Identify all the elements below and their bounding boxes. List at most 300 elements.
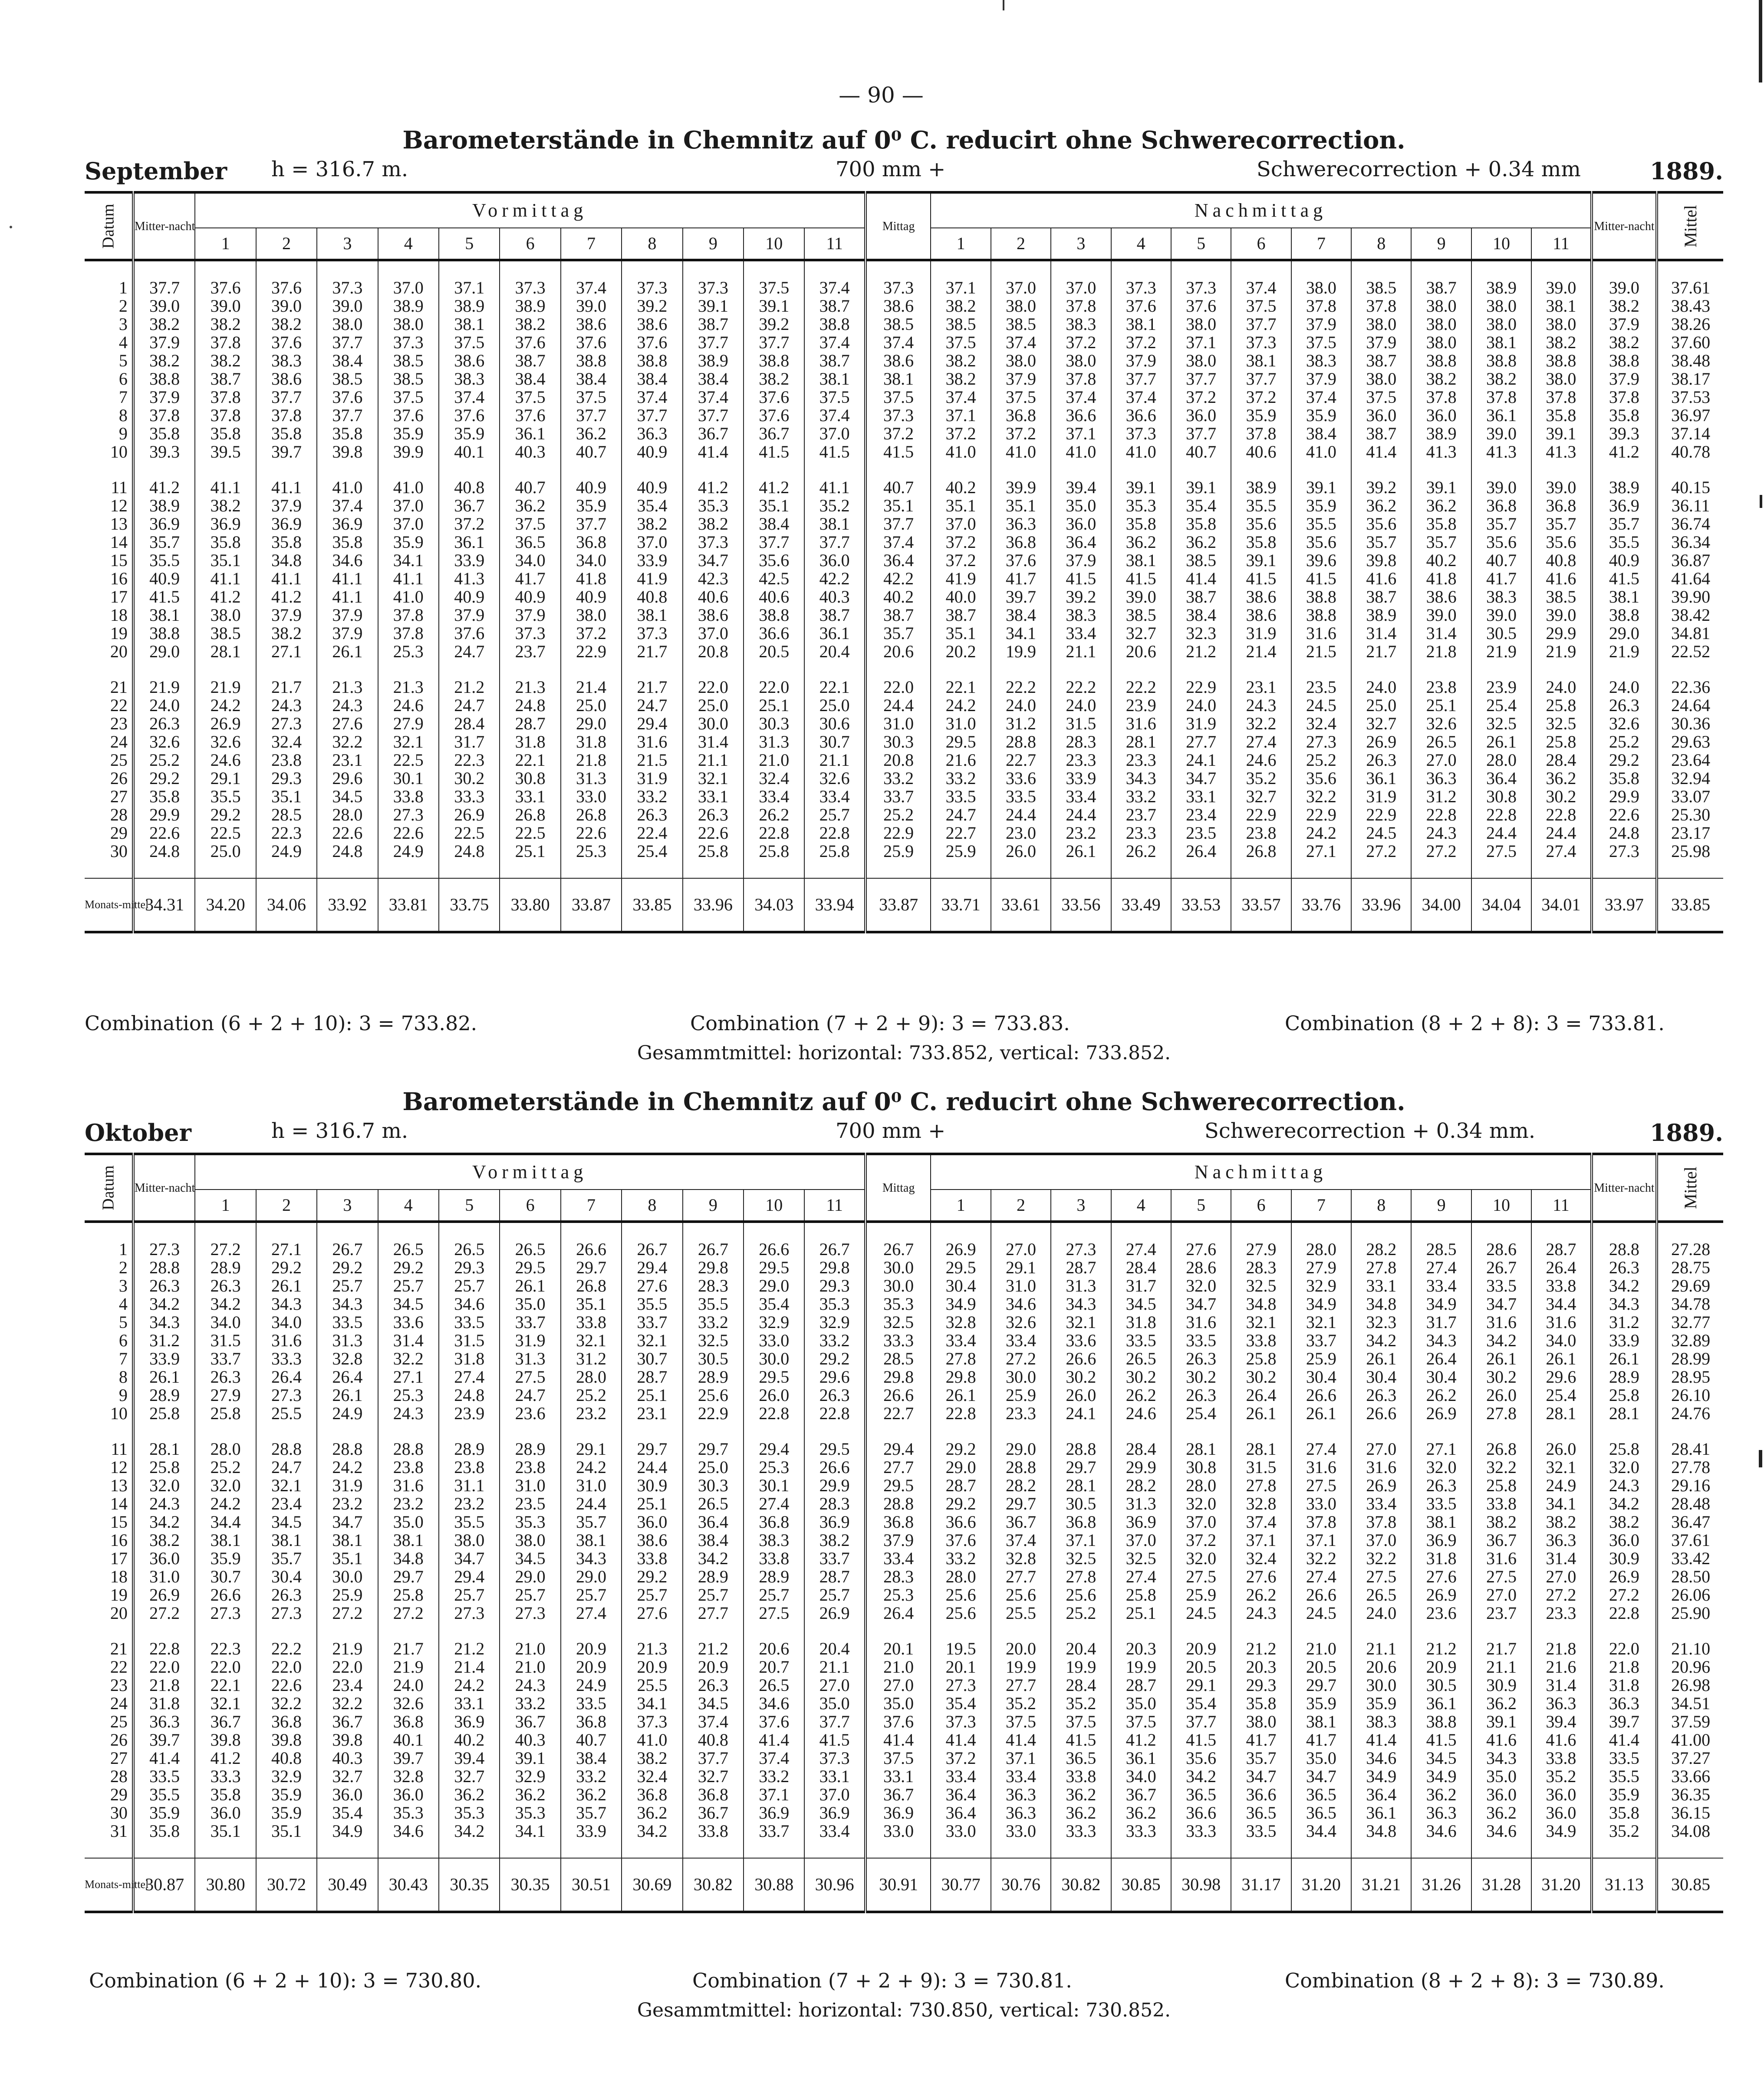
- combination-1: Combination (6 + 2 + 10): 3 = 730.80.: [89, 1969, 482, 1992]
- reading-cell: 33.0: [866, 1822, 931, 1840]
- monthly-mean-cell: 33.49: [1111, 878, 1171, 932]
- reading-cell: 37.7: [683, 333, 744, 352]
- reading-cell: 34.7: [1171, 1295, 1231, 1313]
- hour-header: 1: [195, 1190, 256, 1222]
- spacer-cell: [866, 1840, 931, 1858]
- spacer-cell: [1471, 1840, 1531, 1858]
- reading-cell: 23.3: [991, 1404, 1051, 1423]
- reading-cell: 27.7: [991, 1676, 1051, 1694]
- reading-cell: 27.5: [1351, 1568, 1411, 1586]
- reading-cell: 26.1: [1531, 1350, 1591, 1368]
- reading-cell: 29.5: [866, 1476, 931, 1495]
- reading-cell: 28.8: [133, 1259, 195, 1277]
- reading-cell: 37.5: [931, 333, 991, 352]
- monthly-mean-cell: 30.85: [1657, 1858, 1723, 1912]
- reading-cell: 38.9: [439, 297, 500, 315]
- reading-cell: 27.2: [1531, 1586, 1591, 1604]
- hour-header: 10: [744, 228, 804, 260]
- reading-cell: 22.7: [866, 1404, 931, 1423]
- reading-cell: 38.1: [317, 1531, 378, 1549]
- reading-cell: 39.1: [683, 297, 744, 315]
- reading-cell: 38.8: [622, 352, 682, 370]
- reading-cell: 34.2: [1471, 1331, 1531, 1350]
- reading-cell: 41.4: [931, 1731, 991, 1749]
- reading-cell: 26.8: [1231, 842, 1291, 860]
- reading-cell: 25.7: [561, 1586, 622, 1604]
- daily-mean-cell: 34.81: [1657, 624, 1723, 643]
- spacer-cell: [1592, 1622, 1657, 1640]
- reading-cell: 29.2: [1592, 751, 1657, 769]
- reading-cell: 22.2: [1111, 678, 1171, 696]
- day-number: 12: [110, 496, 128, 515]
- reading-cell: 38.4: [561, 1749, 622, 1767]
- reading-cell: 27.4: [1531, 842, 1591, 860]
- hour-header: 5: [1171, 1190, 1231, 1222]
- reading-cell: 35.0: [378, 1513, 439, 1531]
- reading-cell: 24.9: [378, 842, 439, 860]
- reading-cell: 34.3: [561, 1549, 622, 1568]
- reading-cell: 38.0: [1351, 315, 1411, 333]
- reading-cell: 39.2: [744, 315, 804, 333]
- spacer-cell: [256, 860, 317, 878]
- reading-cell: 37.9: [1592, 370, 1657, 388]
- reading-cell: 36.0: [1531, 1804, 1591, 1822]
- mittag-header: Mittag: [866, 192, 931, 260]
- spacer-cell: [1051, 661, 1111, 678]
- reading-cell: 35.2: [991, 1694, 1051, 1713]
- reading-cell: 29.9: [804, 1476, 865, 1495]
- reading-cell: 29.6: [317, 769, 378, 788]
- reading-cell: 34.3: [256, 1295, 317, 1313]
- reading-cell: 33.0: [931, 1822, 991, 1840]
- reading-cell: 37.7: [1111, 370, 1171, 388]
- spacer-cell: [561, 461, 622, 478]
- reading-cell: 35.1: [991, 497, 1051, 515]
- reading-cell: 23.5: [500, 1495, 560, 1513]
- reading-cell: 37.9: [991, 370, 1051, 388]
- reading-cell: 28.8: [991, 733, 1051, 751]
- reading-cell: 31.9: [1171, 715, 1231, 733]
- reading-cell: 22.9: [683, 1404, 744, 1423]
- reading-cell: 36.3: [991, 515, 1051, 533]
- reading-cell: 35.4: [1171, 497, 1231, 515]
- reading-cell: 22.7: [931, 824, 991, 842]
- reading-cell: 37.9: [133, 388, 195, 406]
- hour-header: 9: [1411, 228, 1471, 260]
- reading-cell: 28.0: [931, 1568, 991, 1586]
- day-number: 24: [110, 732, 128, 751]
- monthly-mean-row: [85, 878, 1723, 932]
- reading-cell: 34.4: [1531, 1295, 1591, 1313]
- reading-cell: 28.9: [195, 1259, 256, 1277]
- reading-cell: 38.2: [256, 315, 317, 333]
- reading-cell: 23.3: [1531, 1604, 1591, 1622]
- reading-cell: 28.4: [1531, 751, 1591, 769]
- reading-cell: 29.1: [1171, 1676, 1231, 1694]
- reading-cell: 37.9: [500, 606, 560, 624]
- reading-cell: 32.6: [991, 1313, 1051, 1331]
- reading-cell: 36.5: [1231, 1804, 1291, 1822]
- monthly-mean-cell: 31.17: [1231, 1858, 1291, 1912]
- reading-cell: 37.4: [804, 333, 865, 352]
- reading-cell: 25.6: [683, 1386, 744, 1404]
- daily-mean-cell: 36.97: [1657, 406, 1723, 425]
- reading-cell: 35.0: [804, 1694, 865, 1713]
- table-row: [85, 443, 1723, 461]
- reading-cell: 35.8: [1231, 1694, 1291, 1713]
- reading-cell: 39.7: [256, 443, 317, 461]
- reading-cell: 26.6: [1291, 1386, 1351, 1404]
- reading-cell: 25.0: [683, 696, 744, 715]
- reading-cell: 36.8: [991, 533, 1051, 551]
- day-number: 21: [110, 677, 128, 697]
- reading-cell: 39.0: [1531, 279, 1591, 297]
- reading-cell: 41.6: [1531, 1731, 1591, 1749]
- reading-cell: 38.8: [1471, 352, 1531, 370]
- spacer-cell: [1531, 1840, 1591, 1858]
- reading-cell: 29.2: [931, 1440, 991, 1458]
- reading-cell: 31.3: [744, 733, 804, 751]
- reading-cell: 27.1: [1291, 842, 1351, 860]
- reading-cell: 24.4: [561, 1495, 622, 1513]
- reading-cell: 38.1: [866, 370, 931, 388]
- spacer-cell: [1111, 1423, 1171, 1440]
- reading-cell: 38.0: [1471, 297, 1531, 315]
- reading-cell: 38.6: [866, 297, 931, 315]
- spacer-cell: [1231, 461, 1291, 478]
- spacer-cell: [133, 661, 195, 678]
- reading-cell: 36.0: [1051, 515, 1111, 533]
- reading-cell: 41.2: [256, 588, 317, 606]
- monthly-mean-cell: 30.82: [1051, 1858, 1111, 1912]
- reading-cell: 41.4: [744, 1731, 804, 1749]
- reading-cell: 33.2: [744, 1767, 804, 1786]
- spacer-cell: [256, 661, 317, 678]
- reading-cell: 37.5: [991, 1713, 1051, 1731]
- reading-cell: 41.0: [1291, 443, 1351, 461]
- spacer-cell: [931, 260, 991, 279]
- reading-cell: 38.7: [931, 606, 991, 624]
- reading-cell: 32.1: [195, 1694, 256, 1713]
- reading-cell: 38.3: [1051, 315, 1111, 333]
- spacer-cell: [991, 260, 1051, 279]
- reading-cell: 33.5: [1592, 1749, 1657, 1767]
- reading-cell: 21.0: [866, 1658, 931, 1676]
- reading-cell: 27.2: [1351, 842, 1411, 860]
- reading-cell: 37.5: [500, 388, 560, 406]
- reading-cell: 31.2: [561, 1350, 622, 1368]
- reading-cell: 22.4: [622, 824, 682, 842]
- hour-header: 3: [1051, 1190, 1111, 1222]
- reading-cell: 20.5: [1291, 1658, 1351, 1676]
- reading-cell: 33.1: [1351, 1277, 1411, 1295]
- reading-cell: 24.3: [133, 1495, 195, 1513]
- spacer-cell: [744, 860, 804, 878]
- spacer-cell: [804, 1840, 865, 1858]
- daily-mean-cell: 36.35: [1657, 1786, 1723, 1804]
- reading-cell: 36.8: [991, 406, 1051, 425]
- reading-cell: 37.6: [317, 388, 378, 406]
- reading-cell: 25.9: [931, 842, 991, 860]
- reading-cell: 37.9: [133, 333, 195, 352]
- day-number: 1: [118, 278, 128, 297]
- reading-cell: 28.7: [1531, 1240, 1591, 1259]
- monthly-mean-cell: 33.96: [1351, 878, 1411, 932]
- daily-mean-cell: 22.36: [1657, 678, 1723, 696]
- reading-cell: 34.1: [378, 551, 439, 570]
- reading-cell: 37.2: [1231, 388, 1291, 406]
- spacer-cell: [622, 1423, 682, 1440]
- spacer-cell: [744, 260, 804, 279]
- reading-cell: 37.7: [1171, 1713, 1231, 1731]
- table-row: [85, 696, 1723, 715]
- reading-cell: 24.4: [1471, 824, 1531, 842]
- spacer-cell: [1411, 1622, 1471, 1640]
- reading-cell: 36.5: [1291, 1804, 1351, 1822]
- reading-cell: 38.6: [561, 315, 622, 333]
- reading-cell: 32.8: [1231, 1495, 1291, 1513]
- reading-cell: 27.7: [683, 1604, 744, 1622]
- reading-cell: 21.8: [1411, 643, 1471, 661]
- reading-cell: 27.2: [317, 1604, 378, 1622]
- reading-cell: 35.6: [1351, 515, 1411, 533]
- reading-cell: 36.9: [1411, 1531, 1471, 1549]
- spacer-cell: [500, 1423, 560, 1440]
- reading-cell: 40.9: [561, 478, 622, 497]
- combination-3: Combination (8 + 2 + 8): 3 = 730.89.: [1285, 1969, 1665, 1992]
- reading-cell: 37.2: [561, 624, 622, 643]
- reading-cell: 35.3: [439, 1804, 500, 1822]
- reading-cell: 28.8: [1592, 1240, 1657, 1259]
- reading-cell: 30.4: [1411, 1368, 1471, 1386]
- reading-cell: 36.8: [378, 1713, 439, 1731]
- reading-cell: 26.4: [256, 1368, 317, 1386]
- spacer-cell: [804, 260, 865, 279]
- spacer-cell: [683, 860, 744, 878]
- reading-cell: 34.9: [1291, 1295, 1351, 1313]
- daily-mean-cell: 33.42: [1657, 1549, 1723, 1568]
- spacer-cell: [1351, 1622, 1411, 1640]
- reading-cell: 40.8: [622, 588, 682, 606]
- reading-cell: 32.2: [1291, 1549, 1351, 1568]
- spacer-cell: [85, 860, 133, 878]
- reading-cell: 41.3: [1411, 443, 1471, 461]
- reading-cell: 38.2: [1471, 1513, 1531, 1531]
- reading-cell: 41.8: [561, 570, 622, 588]
- reading-cell: 38.3: [439, 370, 500, 388]
- spacer-cell: [195, 1840, 256, 1858]
- reading-cell: 39.3: [133, 443, 195, 461]
- reading-cell: 30.2: [1171, 1368, 1231, 1386]
- reading-cell: 34.5: [317, 788, 378, 806]
- reading-cell: 29.7: [991, 1495, 1051, 1513]
- reading-cell: 33.7: [195, 1350, 256, 1368]
- reading-cell: 36.0: [133, 1549, 195, 1568]
- reading-cell: 30.7: [804, 733, 865, 751]
- reading-cell: 31.0: [133, 1568, 195, 1586]
- reading-cell: 31.3: [500, 1350, 560, 1368]
- reading-cell: 27.3: [256, 715, 317, 733]
- reading-cell: 25.7: [317, 1277, 378, 1295]
- daily-mean-cell: 41.00: [1657, 1731, 1723, 1749]
- day-number: 19: [110, 623, 128, 643]
- reading-cell: 33.8: [622, 1549, 682, 1568]
- reading-cell: 27.2: [991, 1350, 1051, 1368]
- reading-cell: 40.2: [1411, 551, 1471, 570]
- year-label: 1889.: [1649, 157, 1723, 185]
- reading-cell: 37.0: [804, 425, 865, 443]
- spacer-cell: [1471, 860, 1531, 878]
- reading-cell: 37.0: [1051, 279, 1111, 297]
- reading-cell: 33.7: [866, 788, 931, 806]
- reading-cell: 26.3: [195, 1368, 256, 1386]
- hour-header: 4: [378, 1190, 439, 1222]
- reading-cell: 38.7: [1411, 279, 1471, 297]
- reading-cell: 28.7: [500, 715, 560, 733]
- september-barometer-table: [85, 191, 1723, 933]
- reading-cell: 26.1: [500, 1277, 560, 1295]
- reading-cell: 26.5: [744, 1676, 804, 1694]
- reading-cell: 41.0: [378, 478, 439, 497]
- day-number: 25: [110, 750, 128, 770]
- reading-cell: 31.9: [317, 1476, 378, 1495]
- spacer-cell: [622, 661, 682, 678]
- reading-cell: 30.4: [256, 1568, 317, 1586]
- reading-cell: 25.8: [1592, 1440, 1657, 1458]
- reading-cell: 41.3: [1531, 443, 1591, 461]
- reading-cell: 32.0: [133, 1476, 195, 1495]
- reading-cell: 25.1: [622, 1495, 682, 1513]
- reading-cell: 31.2: [133, 1331, 195, 1350]
- reading-cell: 34.6: [317, 551, 378, 570]
- reading-cell: 32.3: [1351, 1313, 1411, 1331]
- reading-cell: 28.2: [991, 1476, 1051, 1495]
- reading-cell: 37.0: [378, 497, 439, 515]
- reading-cell: 38.0: [317, 315, 378, 333]
- reading-cell: 38.7: [500, 352, 560, 370]
- reading-cell: 34.1: [622, 1694, 682, 1713]
- spacer-cell: [439, 1622, 500, 1640]
- reading-cell: 41.5: [1592, 570, 1657, 588]
- reading-cell: 39.9: [991, 478, 1051, 497]
- reading-cell: 37.5: [1111, 1713, 1171, 1731]
- spacer-cell: [1231, 1840, 1291, 1858]
- daily-mean-cell: 26.06: [1657, 1586, 1723, 1604]
- mittel-header-label: Mittel: [1681, 1167, 1701, 1209]
- monthly-mean-cell: 33.61: [991, 878, 1051, 932]
- reading-cell: 40.6: [744, 588, 804, 606]
- reading-cell: 29.2: [317, 1259, 378, 1277]
- reading-cell: 30.9: [1471, 1676, 1531, 1694]
- spacer-cell: [622, 860, 682, 878]
- reading-cell: 36.7: [866, 1786, 931, 1804]
- reading-cell: 20.6: [866, 643, 931, 661]
- reading-cell: 38.0: [439, 1531, 500, 1549]
- reading-cell: 41.5: [804, 443, 865, 461]
- reading-cell: 23.4: [317, 1676, 378, 1694]
- reading-cell: 34.5: [256, 1513, 317, 1531]
- spacer-cell: [378, 661, 439, 678]
- daily-mean-cell: 21.10: [1657, 1640, 1723, 1658]
- reading-cell: 28.3: [1231, 1259, 1291, 1277]
- reading-cell: 36.7: [683, 425, 744, 443]
- reading-cell: 22.5: [500, 824, 560, 842]
- spacer-cell: [1657, 1840, 1723, 1858]
- reading-cell: 33.1: [683, 788, 744, 806]
- spacer-cell: [1471, 461, 1531, 478]
- reading-cell: 38.7: [1351, 352, 1411, 370]
- reading-cell: 37.4: [866, 533, 931, 551]
- reading-cell: 23.7: [1111, 806, 1171, 824]
- reading-cell: 35.9: [439, 425, 500, 443]
- reading-cell: 38.3: [1291, 352, 1351, 370]
- table-row: [85, 1513, 1723, 1531]
- monthly-mean-cell: 30.77: [931, 1858, 991, 1912]
- reading-cell: 25.4: [1171, 1404, 1231, 1423]
- hour-header: 10: [1471, 1190, 1531, 1222]
- reading-cell: 38.3: [256, 352, 317, 370]
- reading-cell: 22.5: [195, 824, 256, 842]
- hour-header: 5: [1171, 228, 1231, 260]
- table-row: [85, 1767, 1723, 1786]
- reading-cell: 37.3: [1111, 425, 1171, 443]
- reading-cell: 37.2: [866, 425, 931, 443]
- reading-cell: 28.9: [133, 1386, 195, 1404]
- reading-cell: 36.1: [1411, 1694, 1471, 1713]
- reading-cell: 38.5: [378, 370, 439, 388]
- reading-cell: 41.1: [256, 478, 317, 497]
- reading-cell: 25.3: [561, 842, 622, 860]
- reading-cell: 23.1: [622, 1404, 682, 1423]
- reading-cell: 24.0: [1171, 696, 1231, 715]
- reading-cell: 30.0: [866, 1277, 931, 1295]
- reading-cell: 27.5: [1471, 1568, 1531, 1586]
- reading-cell: 33.4: [1051, 624, 1111, 643]
- month-label: Oktober: [85, 1119, 191, 1147]
- reading-cell: 40.9: [439, 588, 500, 606]
- reading-cell: 34.7: [1171, 769, 1231, 788]
- reading-cell: 31.2: [991, 715, 1051, 733]
- reading-cell: 26.3: [1351, 751, 1411, 769]
- daily-mean-cell: 28.50: [1657, 1568, 1723, 1586]
- reading-cell: 37.2: [931, 1749, 991, 1767]
- reading-cell: 41.4: [1171, 570, 1231, 588]
- reading-cell: 38.2: [133, 1531, 195, 1549]
- reading-cell: 19.9: [991, 1658, 1051, 1676]
- reading-cell: 36.9: [256, 515, 317, 533]
- reading-cell: 38.4: [1291, 425, 1351, 443]
- spacer-cell: [1291, 1840, 1351, 1858]
- spacer-cell: [1291, 461, 1351, 478]
- spacer-cell: [133, 260, 195, 279]
- spacer-cell: [256, 1423, 317, 1440]
- reading-cell: 26.3: [1411, 1476, 1471, 1495]
- reading-cell: 38.1: [195, 1531, 256, 1549]
- reading-cell: 34.8: [1351, 1822, 1411, 1840]
- reading-cell: 32.9: [804, 1313, 865, 1331]
- reading-cell: 27.0: [991, 1240, 1051, 1259]
- reading-cell: 28.2: [1351, 1240, 1411, 1259]
- month-label: September: [85, 157, 227, 185]
- reading-cell: 36.7: [1471, 1531, 1531, 1549]
- table-row: [85, 1495, 1723, 1513]
- reading-cell: 31.8: [500, 733, 560, 751]
- reading-cell: 38.5: [1351, 279, 1411, 297]
- reading-cell: 27.6: [622, 1277, 682, 1295]
- reading-cell: 37.6: [744, 1713, 804, 1731]
- reading-cell: 25.8: [1531, 733, 1591, 751]
- spacer-cell: [85, 1622, 133, 1640]
